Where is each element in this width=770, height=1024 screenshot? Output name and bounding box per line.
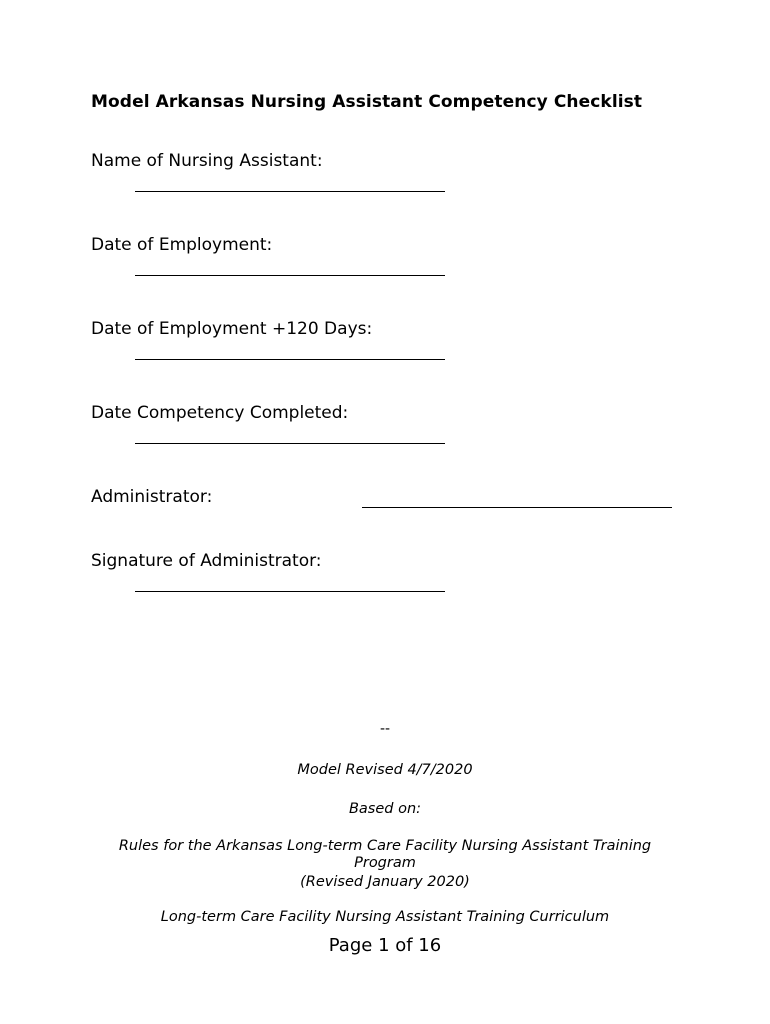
signature-of-administrator-line[interactable]: [135, 591, 445, 592]
footer-curriculum: Long-term Care Facility Nursing Assistant Training Curriculum: [160, 909, 610, 925]
date-competency-completed-line[interactable]: [135, 443, 445, 444]
signature-of-administrator-label: Signature of Administrator:: [91, 551, 322, 571]
footer-rules-line-1: Rules for the Arkansas Long-term Care Facility Nursing Assistant Training: [118, 838, 652, 854]
administrator-label: Administrator:: [91, 487, 213, 507]
name-of-nursing-assistant-line[interactable]: [135, 191, 445, 192]
date-of-employment-plus-120-label: Date of Employment +120 Days:: [91, 319, 373, 339]
date-of-employment-line[interactable]: [135, 275, 445, 276]
name-of-nursing-assistant-label: Name of Nursing Assistant:: [91, 151, 323, 171]
footer-separator: --: [379, 721, 391, 737]
footer-based-on: Based on:: [348, 801, 422, 817]
date-competency-completed-label: Date Competency Completed:: [91, 403, 349, 423]
footer-rules-line-3: (Revised January 2020): [300, 874, 470, 890]
footer-rules-line-2: Program: [354, 855, 416, 871]
document-title: Model Arkansas Nursing Assistant Competency Checklist: [91, 92, 643, 112]
footer-revised-date: Model Revised 4/7/2020: [297, 762, 473, 778]
date-of-employment-label: Date of Employment:: [91, 235, 273, 255]
administrator-line[interactable]: [362, 507, 672, 508]
date-of-employment-plus-120-line[interactable]: [135, 359, 445, 360]
page-number: Page 1 of 16: [328, 935, 442, 956]
